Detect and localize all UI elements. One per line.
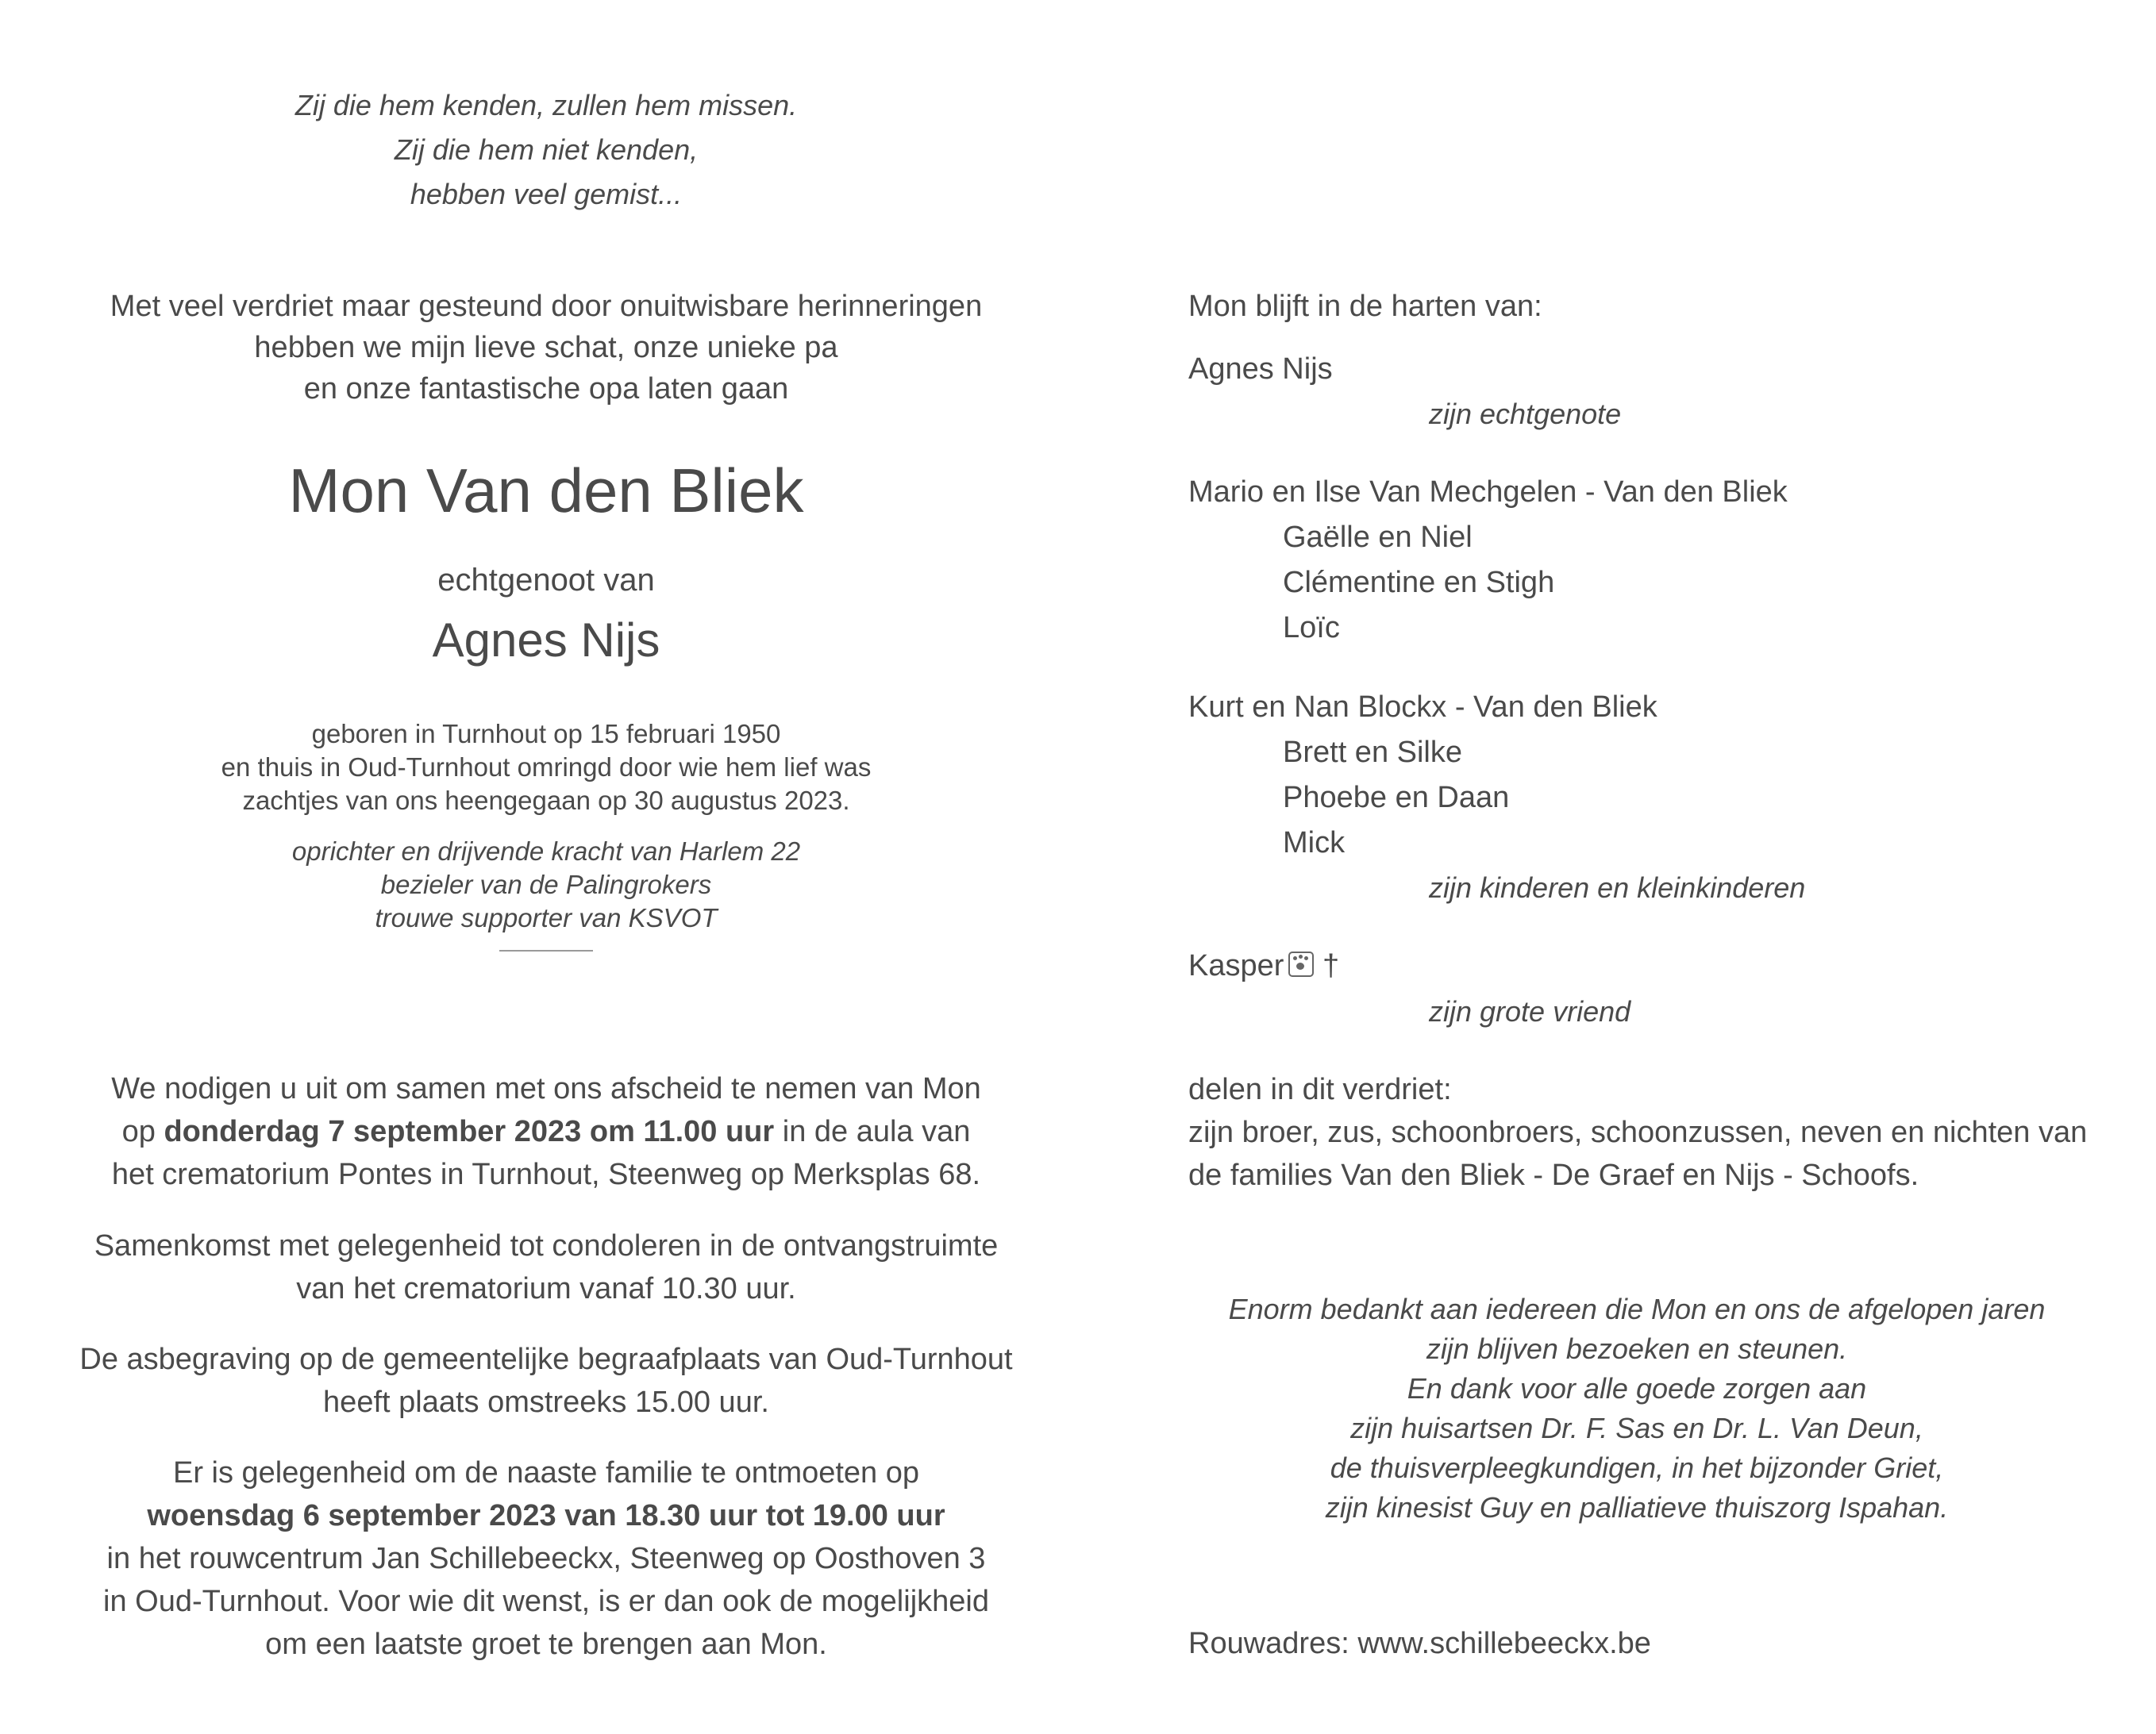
intro-line: Met veel verdriet maar gesteund door onuitwisbare herinneringen <box>110 290 983 323</box>
pet-name: Kasper <box>1188 949 1284 982</box>
thanks-line: En dank voor alle goede zorgen aan <box>1407 1372 1867 1405</box>
children-role: zijn kinderen en kleinkinderen <box>1429 871 1806 904</box>
divider-line <box>499 950 593 952</box>
visitation-line: in Oud-Turnhout. Voor wie dit wenst, is er dan ook de mogelijkheid <box>103 1585 989 1618</box>
shared-grief-line: zijn broer, zus, schoonbroers, schoonzussen, neven en nichten van <box>1188 1116 2088 1149</box>
grandchild-entry: Brett en Silke <box>1283 736 1462 769</box>
thanks-line: zijn kinesist Guy en palliatieve thuiszorg Ispahan. <box>1325 1491 1949 1524</box>
pet-entry <box>1188 945 1339 986</box>
gathering-line: van het crematorium vanaf 10.30 uur. <box>296 1272 796 1305</box>
role-line: trouwe supporter van KSVOT <box>375 903 718 932</box>
spouse-role: zijn echtgenote <box>1429 398 1622 430</box>
pet-role: zijn grote vriend <box>1429 995 1631 1028</box>
thanks-line: zijn huisartsen Dr. F. Sas en Dr. L. Van Deun, <box>1350 1412 1923 1444</box>
role-line: bezieler van de Palingrokers <box>380 870 712 899</box>
grandchild-entry: Gaëlle en Niel <box>1283 521 1473 554</box>
gathering-line: Samenkomst met gelegenheid tot condoleren in de ontvangstruimte <box>94 1229 999 1263</box>
invitation <box>111 1067 981 1196</box>
ceremony-datetime: donderdag 7 september 2023 om 11.00 uur <box>164 1115 775 1148</box>
thanks-line: zijn blijven bezoeken en steunen. <box>1426 1332 1848 1365</box>
burial-line: heeft plaats omstreeks 15.00 uur. <box>323 1386 769 1419</box>
poem-line: hebben veel gemist... <box>410 178 683 210</box>
intro-line: hebben we mijn lieve schat, onze unieke pa <box>254 331 838 364</box>
grandchild-entry: Loïc <box>1283 611 1340 644</box>
invitation-prefix: op <box>121 1115 164 1148</box>
grandchild-entry: Mick <box>1283 826 1346 859</box>
thanks-line: de thuisverpleegkundigen, in het bijzonder Griet, <box>1330 1451 1944 1484</box>
thanks <box>1229 1290 2046 1528</box>
poem <box>295 86 797 214</box>
shared-grief-line: delen in dit verdriet: <box>1188 1073 1452 1106</box>
spouse-entry: Agnes Nijs <box>1188 352 1333 386</box>
cross-icon: † <box>1322 949 1340 982</box>
grandchild-entry: Phoebe en Daan <box>1283 781 1510 814</box>
grandchild-entry: Clémentine en Stigh <box>1283 566 1555 599</box>
poem-line: Zij die hem kenden, zullen hem missen. <box>295 89 798 121</box>
life-line: zachtjes van ons heengegaan op 30 augustus 2023. <box>242 786 850 815</box>
mourning-address: Rouwadres: www.schillebeeckx.be <box>1188 1627 1651 1660</box>
family-entry: Mario en Ilse Van Mechgelen - Van den Bliek <box>1188 475 1788 509</box>
shared-grief <box>1188 1068 2087 1197</box>
spouse-label: echtgenoot van <box>437 563 655 598</box>
burial <box>79 1338 1012 1424</box>
intro-text <box>110 286 982 409</box>
spouse-name: Agnes Nijs <box>432 613 660 667</box>
life-details <box>221 717 872 817</box>
shared-grief-line: de families Van den Bliek - De Graef en Nijs - Schoofs. <box>1188 1159 1919 1192</box>
burial-line: De asbegraving op de gemeentelijke begraafplaats van Oud-Turnhout <box>79 1343 1013 1376</box>
visitation <box>103 1451 989 1666</box>
visitation-line: om een laatste groet te brengen aan Mon. <box>265 1628 827 1661</box>
invitation-line: het crematorium Pontes in Turnhout, Steenweg op Merksplas 68. <box>111 1158 981 1191</box>
life-line: en thuis in Oud-Turnhout omringd door wie hem lief was <box>221 752 872 782</box>
visitation-line: Er is gelegenheid om de naaste familie te ontmoeten op <box>172 1456 920 1490</box>
roles <box>292 835 800 935</box>
deceased-name: Mon Van den Bliek <box>288 456 804 525</box>
family-heading: Mon blijft in de harten van: <box>1188 290 1542 323</box>
invitation-line: We nodigen u uit om samen met ons afscheid te nemen van Mon <box>111 1072 981 1105</box>
thanks-line: Enorm bedankt aan iedereen die Mon en ons de afgelopen jaren <box>1228 1293 2046 1325</box>
role-line: oprichter en drijvende kracht van Harlem 22 <box>291 836 801 866</box>
invitation-suffix: in de aula van <box>774 1115 971 1148</box>
life-line: geboren in Turnhout op 15 februari 1950 <box>311 719 781 748</box>
intro-line: en onze fantastische opa laten gaan <box>303 372 789 406</box>
poem-line: Zij die hem niet kenden, <box>394 133 699 166</box>
invitation-line <box>111 1110 981 1153</box>
visitation-datetime: woensdag 6 september 2023 van 18.30 uur tot 19.00 uur <box>147 1499 945 1532</box>
family-entry: Kurt en Nan Blockx - Van den Bliek <box>1188 690 1657 724</box>
paw-icon <box>1288 952 1314 977</box>
visitation-line: in het rouwcentrum Jan Schillebeeckx, Steenweg op Oosthoven 3 <box>106 1542 986 1575</box>
gathering <box>94 1225 999 1310</box>
